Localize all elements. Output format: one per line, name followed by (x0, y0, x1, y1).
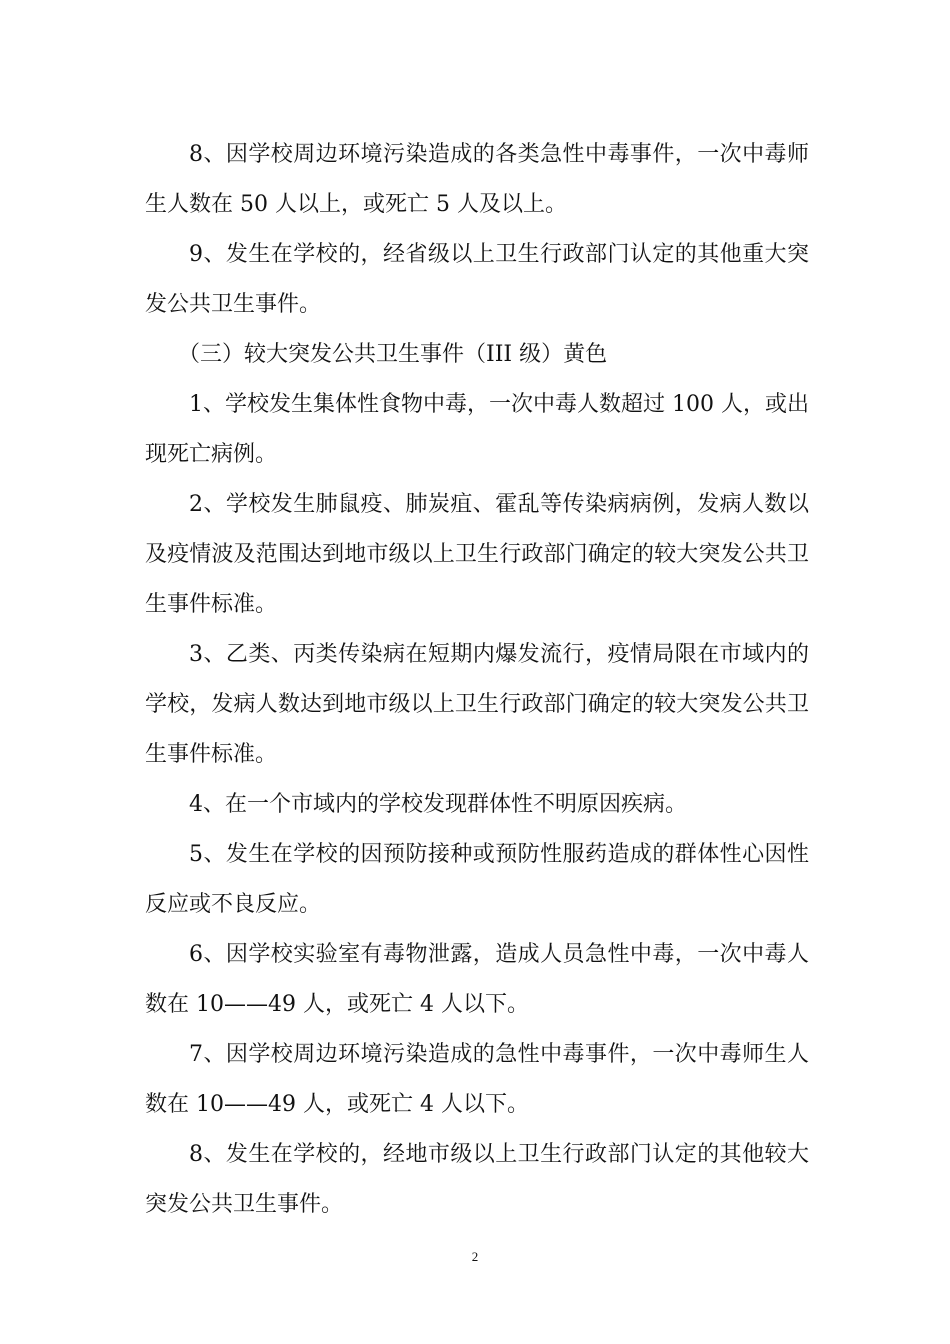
paragraph-item-6: 6、因学校实验室有毒物泄露，造成人员急性中毒，一次中毒人数在 10——49 人，或死亡 4 人以下。 (145, 942, 809, 1017)
paragraph-item-8: 8、发生在学校的，经地市级以上卫生行政部门认定的其他较大突发公共卫生事件。 (145, 1142, 809, 1217)
paragraph-item-5: 5、发生在学校的因预防接种或预防性服药造成的群体性心因性反应或不良反应。 (145, 842, 809, 917)
paragraph-item-8-major: 8、因学校周边环境污染造成的各类急性中毒事件，一次中毒师生人数在 50 人以上，或死亡 5 人及以上。 (145, 142, 809, 217)
paragraph-item-7: 7、因学校周边环境污染造成的急性中毒事件，一次中毒师生人数在 10——49 人，或死亡 4 人以下。 (145, 1042, 809, 1117)
document-body (145, 130, 809, 1230)
page-number: 2 (471, 1249, 479, 1264)
paragraph-item-1: 1、学校发生集体性食物中毒，一次中毒人数超过 100 人，或出现死亡病例。 (145, 392, 809, 467)
paragraph-item-3: 3、乙类、丙类传染病在短期内爆发流行，疫情局限在市域内的学校，发病人数达到地市级以上卫生行政部门确定的较大突发公共卫生事件标准。 (145, 642, 809, 767)
paragraph-item-4: 4、在一个市域内的学校发现群体性不明原因疾病。 (189, 792, 687, 817)
paragraph-item-2: 2、学校发生肺鼠疫、肺炭疽、霍乱等传染病病例，发病人数以及疫情波及范围达到地市级以上卫生行政部门确定的较大突发公共卫生事件标准。 (145, 492, 809, 617)
section-heading-level-3: （三）较大突发公共卫生事件（III 级）黄色 (178, 342, 608, 367)
paragraph-item-9-major: 9、发生在学校的，经省级以上卫生行政部门认定的其他重大突发公共卫生事件。 (145, 242, 809, 317)
